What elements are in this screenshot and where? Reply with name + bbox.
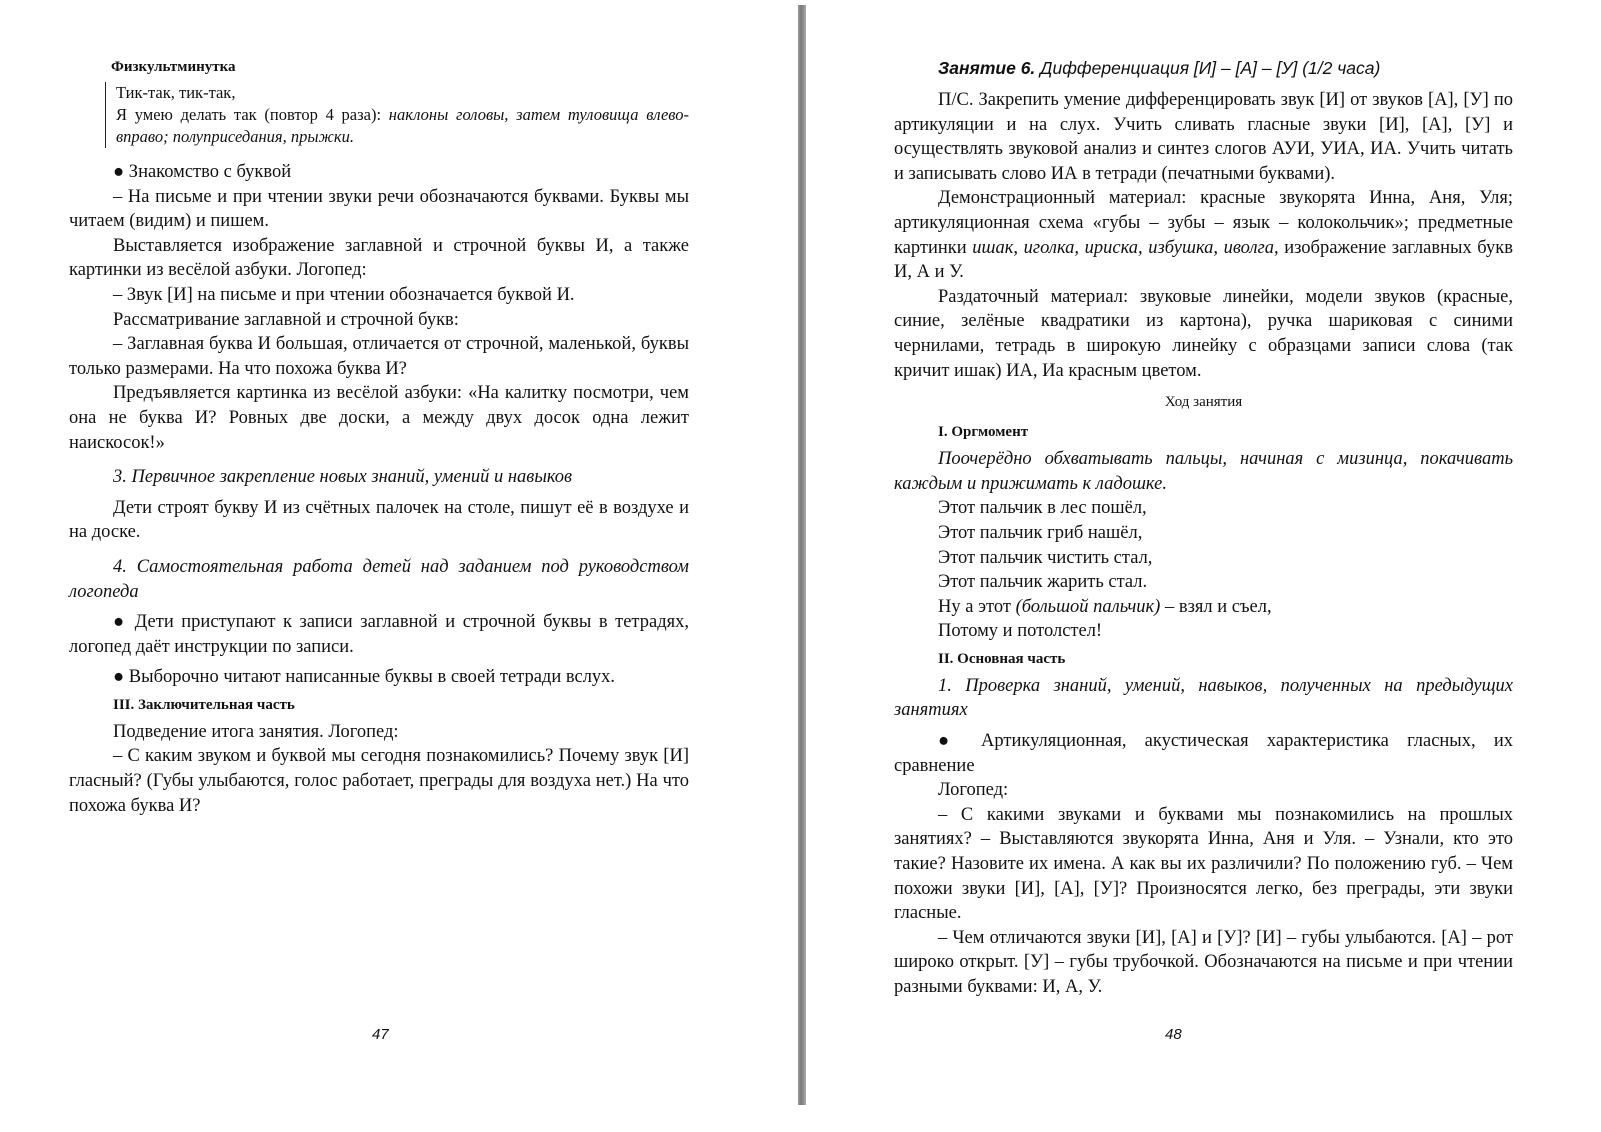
lesson-title xyxy=(894,56,1513,80)
poem-instruction: наклоны головы, затем туловища влево-вправо; полуприседания, прыжки. xyxy=(116,105,689,146)
paragraph: Дети строят букву И из счётных палочек на столе, пишут её в воздухе и на доске. xyxy=(69,497,689,543)
paragraph: Предъявляется картинка из весёлой азбуки: «На калитку посмотри, чем она не буква И? Ровных две доски, а между двух досок одна лежит наискосок!» xyxy=(69,383,689,453)
left-page-text xyxy=(69,56,689,818)
paragraph-text: , изображение заглавных букв И, А и У. xyxy=(894,237,1513,283)
section-heading: 4. Самостоятельная работа детей над заданием под руководством логопеда xyxy=(69,556,689,602)
poem-line: Этот пальчик в лес пошёл, xyxy=(938,498,1147,519)
paragraph-text: Демонстрационный материал: красные звукорята Инна, Аня, Уля; артикуляционная схема «губы – зубы – язык – колокольчик»; предметные картинки xyxy=(894,188,1513,258)
paragraph: – Заглавная буква И большая, отличается от строчной, маленькой, буквы только размерами. На что похожа буква И? xyxy=(69,334,689,379)
section-heading: 1. Проверка знаний, умений, навыков, полученных на предыдущих занятиях xyxy=(894,675,1513,721)
poem-line xyxy=(116,104,689,148)
bullet-item: ● Выборочно читают написанные буквы в своей тетради вслух. xyxy=(113,667,616,688)
left-page xyxy=(0,0,800,1132)
paragraph: – С какими звуками и буквами мы познакомились на прошлых занятиях? – Выставляются звукорята Инна, Аня и Уля. – Узнали, кто это такие? Назовите их имена. А как вы их различили? По положению губ. – Чем похожи звуки [И], [А], [У]? Произносятся легко, без преграды, эти звуки гласные. xyxy=(894,804,1513,924)
poem-text: Я умею делать так (повтор 4 раза): xyxy=(116,105,389,124)
heading-fizkultminutka: Физкультминутка xyxy=(111,59,236,75)
bullet-item: ● Артикуляционная, акустическая характеристика гласных, их сравнение xyxy=(894,731,1513,776)
paragraph: Раздаточный материал: звуковые линейки, модели звуков (красные, синие, зелёные квадратики из картона), ручка шариковая с синими чернилами, тетрадь в широкую линейку с образцами записи слова (так кричит ишак) ИА, Иа красным цветом. xyxy=(894,286,1513,381)
paragraph: Выставляется изображение заглавной и строчной буквы И, а также картинки из весёлой азбуки. Логопед: xyxy=(69,235,689,281)
instruction: Поочерёдно обхватывать пальцы, начиная с мизинца, покачивать каждым и прижимать к ладошке. xyxy=(894,449,1513,494)
poem-line: Этот пальчик гриб нашёл, xyxy=(938,522,1143,543)
bullet-item: ● Знакомство с буквой xyxy=(113,162,292,182)
poem-note: (большой пальчик) xyxy=(1015,596,1161,617)
paragraph xyxy=(894,186,1513,284)
poem-line: Потому и потолстел! xyxy=(938,621,1103,642)
paragraph: Логопед: xyxy=(938,780,1009,801)
poem-text: – взял и съел, xyxy=(1160,596,1272,617)
paragraph: П/С. Закрепить умение дифференцировать звук [И] от звуков [А], [У] по артикуляции и на слух. Учить сливать гласные звуки [И], [А], [У] и осуществлять звуковой анализ и синтез слогов АУИ, УИА, ИА. Учить читать и записывать слово ИА в тетради (печатными буквами). xyxy=(894,90,1513,184)
page-number: 48 xyxy=(1165,1026,1182,1043)
book-spine xyxy=(798,5,806,1105)
lesson-topic: Дифференциация [И] – [А] – [У] (1/2 часа) xyxy=(1035,58,1381,78)
page-number: 47 xyxy=(372,1026,389,1043)
poem-line xyxy=(894,595,1513,620)
picture-list: ишак, иголка, ириска, избушка, иволга xyxy=(972,237,1274,258)
paragraph: – Чем отличаются звуки [И], [А] и [У]? [И] – губы улыбаются. [А] – рот широко открыт. [У] – губы трубочкой. Обозначаются на письме и при чтении разными буквами: И, А, У. xyxy=(894,927,1513,997)
heading-main-part: II. Основная часть xyxy=(938,650,1066,667)
paragraph: – С каким звуком и буквой мы сегодня познакомились? Почему звук [И] гласный? (Губы улыбаются, голос работает, преграды для воздуха нет.) На что похожа буква И? xyxy=(69,746,689,816)
poem-text: Ну а этот xyxy=(938,596,1016,617)
exercise-poem xyxy=(105,82,689,148)
paragraph: – На письме и при чтении звуки речи обозначаются буквами. Буквы мы читаем (видим) и пишем. xyxy=(69,186,689,232)
heading-conclusion: III. Заключительная часть xyxy=(113,696,295,713)
heading-orgmoment: I. Оргмомент xyxy=(938,424,1029,441)
section-heading: 3. Первичное закрепление новых знаний, умений и навыков xyxy=(113,467,573,488)
right-page xyxy=(810,0,1601,1132)
poem-line: Этот пальчик жарить стал. xyxy=(938,572,1148,593)
poem-line: Этот пальчик чистить стал, xyxy=(938,547,1153,568)
bullet-item: ● Дети приступают к записи заглавной и строчной буквы в тетрадях, логопед даёт инструкции по записи. xyxy=(69,612,689,657)
right-page-text xyxy=(894,56,1513,1000)
paragraph: Подведение итога занятия. Логопед: xyxy=(113,721,399,742)
lesson-progress-heading: Ход занятия xyxy=(1164,394,1243,411)
paragraph: Рассматривание заглавной и строчной букв: xyxy=(113,309,459,330)
lesson-number: Занятие 6. xyxy=(938,58,1036,78)
paragraph: – Звук [И] на письме и при чтении обозначается буквой И. xyxy=(113,284,575,305)
poem-line: Тик-так, тик-так, xyxy=(116,83,236,102)
